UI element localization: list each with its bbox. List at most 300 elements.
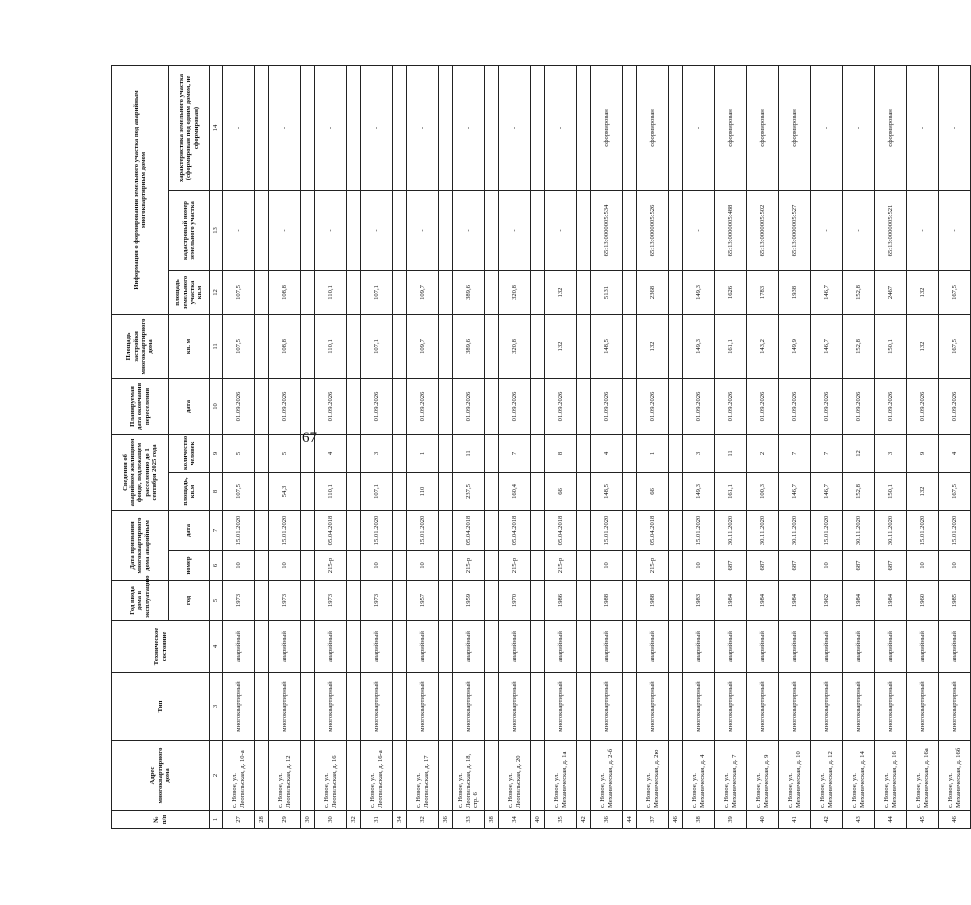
row-info-people: 1 <box>637 434 669 472</box>
separator-row <box>531 65 545 828</box>
separator-cell <box>669 673 683 741</box>
separator-cell <box>531 551 545 581</box>
separator-cell <box>577 741 591 811</box>
row-year: 1986 <box>545 581 577 621</box>
col-number: 10 <box>210 378 223 434</box>
separator-row <box>669 65 683 828</box>
separator-cell <box>485 434 499 472</box>
separator-cell <box>669 581 683 621</box>
col-condition-header: Техническое состояние <box>112 621 210 673</box>
separator-cell <box>669 65 683 190</box>
separator-cell <box>531 270 545 314</box>
row-year: 1962 <box>811 581 843 621</box>
separator-cell <box>669 378 683 434</box>
row-cadastral: - <box>315 190 347 270</box>
row-decision-num: 10 <box>683 551 715 581</box>
row-info-people: 11 <box>715 434 747 472</box>
row-address: с. Новое, ул. Механическая, д. 9 <box>747 741 779 811</box>
separator-cell <box>485 314 499 378</box>
row-num: 36 <box>591 811 623 829</box>
separator-num: 40 <box>531 811 545 829</box>
row-info-people: 5 <box>223 434 255 472</box>
separator-cell <box>623 472 637 510</box>
separator-cell <box>577 621 591 673</box>
row-year: 1973 <box>315 581 347 621</box>
row-info-people: 9 <box>907 434 939 472</box>
separator-cell <box>301 551 315 581</box>
col-land-char-sub: характеристика земельного участка (сформирован под одним домом, не сформирован) <box>169 65 210 190</box>
row-info-people: 7 <box>779 434 811 472</box>
separator-row <box>255 65 269 828</box>
row-type: многоквартирный <box>223 673 255 741</box>
row-decision-num: 215-р <box>545 551 577 581</box>
row-address: с. Новое, ул. Леопильская, д. 20 <box>499 741 531 811</box>
row-land-area: 320,8 <box>499 270 531 314</box>
separator-cell <box>439 270 453 314</box>
row-decision-num: 10 <box>939 551 971 581</box>
row-type: многоквартирный <box>843 673 875 741</box>
separator-cell <box>485 551 499 581</box>
row-planned-date: 01.09.2026 <box>591 378 623 434</box>
row-build-area: 109,7 <box>407 314 439 378</box>
separator-cell <box>485 621 499 673</box>
separator-cell <box>301 378 315 434</box>
row-planned-date: 01.09.2026 <box>779 378 811 434</box>
row-type: многоквартирный <box>545 673 577 741</box>
row-decision-num: 687 <box>875 551 907 581</box>
row-decision-num: 687 <box>747 551 779 581</box>
row-type: многоквартирный <box>715 673 747 741</box>
separator-cell <box>393 510 407 550</box>
row-condition: аварийный <box>907 621 939 673</box>
separator-cell <box>669 190 683 270</box>
separator-cell <box>255 270 269 314</box>
separator-cell <box>439 314 453 378</box>
separator-cell <box>255 510 269 550</box>
separator-cell <box>301 314 315 378</box>
row-land-char: - <box>907 65 939 190</box>
row-num: 37 <box>637 811 669 829</box>
row-num: 32 <box>407 811 439 829</box>
separator-cell <box>255 472 269 510</box>
row-type: многоквартирный <box>637 673 669 741</box>
separator-cell <box>531 510 545 550</box>
table-row <box>747 65 779 828</box>
row-num: 30 <box>315 811 347 829</box>
table-row <box>907 65 939 828</box>
separator-num: 38 <box>485 811 499 829</box>
row-address: с. Новое, ул. Механическая, д. 16а <box>907 741 939 811</box>
separator-cell <box>439 510 453 550</box>
separator-cell <box>347 673 361 741</box>
separator-cell <box>623 510 637 550</box>
row-num: 33 <box>453 811 485 829</box>
col-number: 3 <box>210 673 223 741</box>
row-info-people: 4 <box>939 434 971 472</box>
separator-cell <box>577 551 591 581</box>
row-info-area: 107,1 <box>361 472 393 510</box>
separator-num: 34 <box>393 811 407 829</box>
row-planned-date: 01.09.2026 <box>875 378 907 434</box>
col-planned-header: Планируемая дата окончания переселения <box>112 378 169 434</box>
row-planned-date: 01.09.2026 <box>499 378 531 434</box>
rotated-table-container <box>111 66 962 829</box>
row-cadastral: 65:13:0000005:502 <box>747 190 779 270</box>
row-info-area: 66 <box>545 472 577 510</box>
row-planned-date: 01.09.2026 <box>223 378 255 434</box>
row-cadastral: - <box>843 190 875 270</box>
row-decision-num: 10 <box>811 551 843 581</box>
col-number: 8 <box>210 472 223 510</box>
row-decision-date: 30.11.2020 <box>715 510 747 550</box>
separator-row <box>623 65 637 828</box>
column-number-row <box>210 65 223 828</box>
separator-cell <box>485 581 499 621</box>
separator-cell <box>485 472 499 510</box>
separator-cell <box>301 190 315 270</box>
col-land-header: Информация о формировании земельного участка под аварийным многоквартирным домом <box>112 65 169 314</box>
row-decision-date: 30.11.2020 <box>875 510 907 550</box>
row-land-area: 167,5 <box>939 270 971 314</box>
separator-num: 32 <box>347 811 361 829</box>
row-build-area: 132 <box>545 314 577 378</box>
row-num: 39 <box>715 811 747 829</box>
row-land-area: 1626 <box>715 270 747 314</box>
separator-cell <box>255 314 269 378</box>
separator-cell <box>485 510 499 550</box>
separator-cell <box>255 190 269 270</box>
separator-cell <box>255 621 269 673</box>
table-row <box>545 65 577 828</box>
table-row <box>591 65 623 828</box>
separator-num: 44 <box>623 811 637 829</box>
row-decision-num: 10 <box>269 551 301 581</box>
separator-cell <box>669 741 683 811</box>
table-row <box>223 65 255 828</box>
separator-cell <box>485 65 499 190</box>
row-decision-date: 30.11.2020 <box>843 510 875 550</box>
row-info-area: 150,1 <box>875 472 907 510</box>
row-year: 1970 <box>499 581 531 621</box>
separator-cell <box>347 378 361 434</box>
row-land-char: - <box>223 65 255 190</box>
separator-cell <box>577 434 591 472</box>
row-decision-num: 215-р <box>499 551 531 581</box>
separator-cell <box>301 472 315 510</box>
separator-cell <box>669 472 683 510</box>
row-info-people: 7 <box>499 434 531 472</box>
header-row-main <box>112 65 169 828</box>
separator-cell <box>439 434 453 472</box>
row-condition: аварийный <box>361 621 393 673</box>
row-num: 44 <box>875 811 907 829</box>
row-land-area: 107,1 <box>361 270 393 314</box>
col-year-header: Год ввода дома в эксплуатацию <box>112 581 169 621</box>
row-decision-num: 215-р <box>315 551 347 581</box>
table-row <box>453 65 485 828</box>
row-info-people: 8 <box>545 434 577 472</box>
row-cadastral: 65:13:0000005:527 <box>779 190 811 270</box>
separator-cell <box>531 581 545 621</box>
table-row <box>269 65 301 828</box>
col-info-people-sub: количество человек <box>169 434 210 472</box>
row-condition: аварийный <box>269 621 301 673</box>
row-type: многоквартирный <box>453 673 485 741</box>
row-type: многоквартирный <box>499 673 531 741</box>
separator-cell <box>531 434 545 472</box>
col-number: 14 <box>210 65 223 190</box>
row-build-area: 161,1 <box>715 314 747 378</box>
row-num: 27 <box>223 811 255 829</box>
row-decision-date: 15.01.2020 <box>907 510 939 550</box>
table-row <box>499 65 531 828</box>
separator-cell <box>485 190 499 270</box>
row-decision-num: 10 <box>223 551 255 581</box>
separator-cell <box>347 65 361 190</box>
row-condition: аварийный <box>843 621 875 673</box>
row-build-area: 143,2 <box>747 314 779 378</box>
col-number: 13 <box>210 190 223 270</box>
row-cadastral: - <box>269 190 301 270</box>
row-land-char: сформирован <box>747 65 779 190</box>
separator-cell <box>623 581 637 621</box>
row-condition: аварийный <box>939 621 971 673</box>
separator-cell <box>531 65 545 190</box>
separator-cell <box>393 434 407 472</box>
row-info-area: 149,3 <box>683 472 715 510</box>
row-decision-date: 15.01.2020 <box>683 510 715 550</box>
row-info-people: 11 <box>453 434 485 472</box>
separator-cell <box>577 314 591 378</box>
col-number: 6 <box>210 551 223 581</box>
row-land-char: - <box>499 65 531 190</box>
row-land-area: 109,7 <box>407 270 439 314</box>
separator-cell <box>439 378 453 434</box>
row-address: с. Новое, ул. Механическая, д. 16 <box>875 741 907 811</box>
row-address: с. Новое, ул. Леопильская, д. 16 <box>315 741 347 811</box>
row-condition: аварийный <box>779 621 811 673</box>
separator-cell <box>301 741 315 811</box>
row-address: с. Новое, ул. Леопильская, д. 18, стр. 6 <box>453 741 485 811</box>
separator-cell <box>669 551 683 581</box>
separator-cell <box>393 270 407 314</box>
row-land-area: 2467 <box>875 270 907 314</box>
separator-cell <box>301 581 315 621</box>
separator-cell <box>485 741 499 811</box>
row-info-people: 5 <box>269 434 301 472</box>
separator-cell <box>531 190 545 270</box>
col-number: 11 <box>210 314 223 378</box>
row-land-char: сформирован <box>637 65 669 190</box>
table-row <box>315 65 347 828</box>
row-decision-num: 687 <box>843 551 875 581</box>
row-cadastral: - <box>939 190 971 270</box>
separator-cell <box>577 472 591 510</box>
separator-cell <box>531 741 545 811</box>
row-planned-date: 01.09.2026 <box>907 378 939 434</box>
row-address: с. Новое, ул. Механическая, д. 12 <box>811 741 843 811</box>
row-planned-date: 01.09.2026 <box>843 378 875 434</box>
row-land-char: - <box>683 65 715 190</box>
table-row <box>843 65 875 828</box>
row-num: 38 <box>683 811 715 829</box>
row-condition: аварийный <box>499 621 531 673</box>
row-decision-date: 15.01.2020 <box>939 510 971 550</box>
row-info-area: 148,5 <box>591 472 623 510</box>
col-dec-num-sub: номер <box>169 551 210 581</box>
separator-cell <box>301 621 315 673</box>
separator-cell <box>255 741 269 811</box>
row-cadastral: 65:13:0000005:521 <box>875 190 907 270</box>
separator-cell <box>623 551 637 581</box>
row-decision-date: 15.01.2020 <box>223 510 255 550</box>
row-planned-date: 01.09.2026 <box>747 378 779 434</box>
separator-cell <box>669 621 683 673</box>
row-year: 1973 <box>223 581 255 621</box>
row-info-people: 7 <box>811 434 843 472</box>
row-type: многоквартирный <box>811 673 843 741</box>
separator-row <box>439 65 453 828</box>
row-type: многоквартирный <box>591 673 623 741</box>
row-cadastral: - <box>453 190 485 270</box>
row-type: многоквартирный <box>747 673 779 741</box>
separator-cell <box>393 581 407 621</box>
row-info-area: 100,3 <box>747 472 779 510</box>
row-land-area: 132 <box>545 270 577 314</box>
col-number: 7 <box>210 510 223 550</box>
separator-cell <box>623 378 637 434</box>
emergency-housing-table <box>111 65 971 829</box>
row-planned-date: 01.09.2026 <box>715 378 747 434</box>
separator-row <box>485 65 499 828</box>
row-year: 1973 <box>361 581 393 621</box>
separator-cell <box>577 378 591 434</box>
separator-row <box>577 65 591 828</box>
row-land-char: - <box>811 65 843 190</box>
row-cadastral: 65:13:0000005:534 <box>591 190 623 270</box>
separator-cell <box>347 472 361 510</box>
row-decision-date: 30.11.2020 <box>747 510 779 550</box>
row-num: 29 <box>269 811 301 829</box>
row-num: 31 <box>361 811 393 829</box>
row-num: 45 <box>907 811 939 829</box>
row-info-people: 4 <box>315 434 347 472</box>
table-row <box>683 65 715 828</box>
row-build-area: 149,9 <box>779 314 811 378</box>
table-row <box>779 65 811 828</box>
row-info-area: 167,5 <box>939 472 971 510</box>
separator-cell <box>255 65 269 190</box>
separator-cell <box>255 551 269 581</box>
row-decision-num: 687 <box>779 551 811 581</box>
row-land-char: - <box>407 65 439 190</box>
separator-cell <box>439 551 453 581</box>
separator-cell <box>485 673 499 741</box>
row-info-area: 110,1 <box>315 472 347 510</box>
row-info-area: 107,5 <box>223 472 255 510</box>
row-address: с. Новое, ул. Механическая, д. 1а <box>545 741 577 811</box>
table-frame <box>111 66 962 829</box>
separator-cell <box>393 673 407 741</box>
col-area-header: Площадь застройки многоквартирного дома <box>112 314 169 378</box>
row-type: многоквартирный <box>907 673 939 741</box>
separator-cell <box>439 581 453 621</box>
row-build-area: 152,8 <box>843 314 875 378</box>
separator-cell <box>347 741 361 811</box>
separator-row <box>301 65 315 828</box>
separator-cell <box>439 673 453 741</box>
row-land-char: - <box>453 65 485 190</box>
row-cadastral: 65:13:0000005:488 <box>715 190 747 270</box>
row-decision-date: 05.04.2018 <box>453 510 485 550</box>
row-year: 1957 <box>407 581 439 621</box>
table-row <box>811 65 843 828</box>
row-land-area: 110,1 <box>315 270 347 314</box>
separator-cell <box>393 65 407 190</box>
col-dec-date-sub: дата <box>169 510 210 550</box>
row-condition: аварийный <box>591 621 623 673</box>
separator-cell <box>393 378 407 434</box>
row-info-people: 1 <box>407 434 439 472</box>
row-decision-date: 15.01.2020 <box>269 510 301 550</box>
col-address-header: Адрес многоквартирного дома <box>112 741 210 811</box>
separator-cell <box>577 510 591 550</box>
row-address: с. Новое, ул. Леопильская, д. 17 <box>407 741 439 811</box>
col-number: 9 <box>210 434 223 472</box>
row-type: многоквартирный <box>939 673 971 741</box>
row-num: 42 <box>811 811 843 829</box>
separator-cell <box>669 314 683 378</box>
page-number: 67 <box>302 430 317 446</box>
row-land-area: 1783 <box>747 270 779 314</box>
separator-cell <box>347 581 361 621</box>
row-num: 46 <box>939 811 971 829</box>
row-planned-date: 01.09.2026 <box>361 378 393 434</box>
row-cadastral: - <box>499 190 531 270</box>
row-condition: аварийный <box>637 621 669 673</box>
separator-cell <box>301 65 315 190</box>
row-info-area: 161,1 <box>715 472 747 510</box>
row-build-area: 389,6 <box>453 314 485 378</box>
col-land-area-sub <box>169 270 210 314</box>
row-planned-date: 01.09.2026 <box>545 378 577 434</box>
separator-cell <box>347 270 361 314</box>
separator-cell <box>255 434 269 472</box>
row-year: 1988 <box>637 581 669 621</box>
row-info-area: 66 <box>637 472 669 510</box>
separator-cell <box>347 190 361 270</box>
row-land-area: 1938 <box>779 270 811 314</box>
row-info-area: 237,5 <box>453 472 485 510</box>
row-num: 34 <box>499 811 531 829</box>
separator-cell <box>301 270 315 314</box>
col-year-sub: год <box>169 581 210 621</box>
row-decision-num: 215-р <box>637 551 669 581</box>
row-address: с. Новое, ул. Механическая, д. 7 <box>715 741 747 811</box>
separator-cell <box>531 378 545 434</box>
row-build-area: 148,5 <box>591 314 623 378</box>
row-land-area: 108,8 <box>269 270 301 314</box>
separator-cell <box>255 378 269 434</box>
col-decision-header: Дата признания многоквартирного дома аварийным <box>112 510 169 580</box>
col-num-header: № п/п <box>112 811 210 829</box>
row-decision-num: 687 <box>715 551 747 581</box>
row-info-people: 3 <box>683 434 715 472</box>
separator-cell <box>485 270 499 314</box>
row-planned-date: 01.09.2026 <box>315 378 347 434</box>
row-build-area: 107,1 <box>361 314 393 378</box>
row-info-people: 12 <box>843 434 875 472</box>
